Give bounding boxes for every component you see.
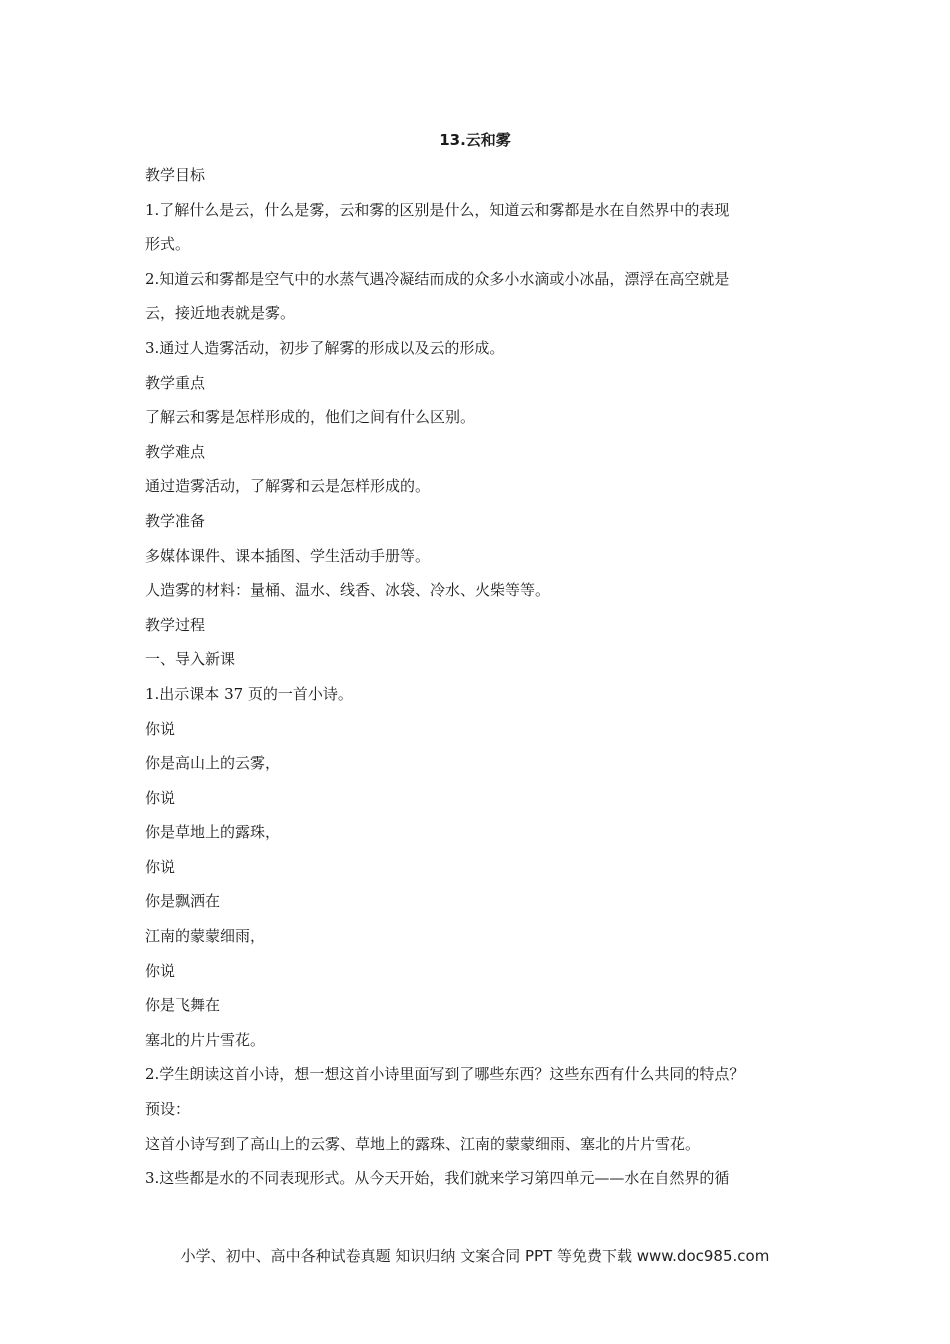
poem-line: 你说 bbox=[145, 719, 176, 738]
poem-line: 你是飞舞在 bbox=[145, 996, 221, 1015]
paragraph: 1.了解什么是云，什么是雾，云和雾的区别是什么，知道云和雾都是水在自然界中的表现 bbox=[145, 200, 730, 219]
document-body bbox=[145, 158, 810, 1196]
paragraph: 了解云和雾是怎样形成的，他们之间有什么区别。 bbox=[145, 408, 476, 427]
subsection-heading: 一、导入新课 bbox=[145, 650, 236, 669]
poem-line: 你是高山上的云雾， bbox=[145, 754, 281, 773]
poem-line: 你是飘洒在 bbox=[145, 892, 221, 911]
section-heading-process: 教学过程 bbox=[145, 615, 206, 634]
paragraph: 1.出示课本 37 页的一首小诗。 bbox=[145, 684, 353, 703]
section-heading-preparation: 教学准备 bbox=[145, 511, 206, 530]
poem-line: 塞北的片片雪花。 bbox=[145, 1030, 266, 1049]
section-heading-key-points: 教学重点 bbox=[145, 373, 206, 392]
page-footer: 小学、初中、高中各种试卷真题 知识归纳 文案合同 PPT 等免费下载 www.doc985.com bbox=[180, 1247, 770, 1265]
poem-line: 江南的蒙蒙细雨， bbox=[145, 927, 266, 946]
paragraph: 人造雾的材料：量桶、温水、线香、冰袋、冷水、火柴等等。 bbox=[145, 581, 551, 600]
poem-line: 你说 bbox=[145, 857, 176, 876]
paragraph: 这首小诗写到了高山上的云雾、草地上的露珠、江南的蒙蒙细雨、塞北的片片雪花。 bbox=[145, 1134, 701, 1153]
paragraph: 3.这些都是水的不同表现形式。从今天开始，我们就来学习第四单元——水在自然界的循 bbox=[145, 1169, 730, 1188]
poem-line: 你是草地上的露珠， bbox=[145, 823, 281, 842]
paragraph: 2.学生朗读这首小诗，想一想这首小诗里面写到了哪些东西？这些东西有什么共同的特点？ bbox=[145, 1065, 745, 1084]
paragraph: 3.通过人造雾活动，初步了解雾的形成以及云的形成。 bbox=[145, 338, 505, 357]
poem-line: 你说 bbox=[145, 788, 176, 807]
paragraph: 多媒体课件、课本插图、学生活动手册等。 bbox=[145, 546, 431, 565]
section-heading-objectives: 教学目标 bbox=[145, 166, 206, 184]
paragraph: 云，接近地表就是雾。 bbox=[145, 304, 296, 323]
paragraph: 2.知道云和雾都是空气中的水蒸气遇冷凝结而成的众多小水滴或小冰晶，漂浮在高空就是 bbox=[145, 269, 730, 288]
section-heading-difficulties: 教学难点 bbox=[145, 442, 206, 461]
document-title: 13.云和雾 bbox=[439, 131, 511, 149]
paragraph: 通过造雾活动，了解雾和云是怎样形成的。 bbox=[145, 477, 431, 496]
paragraph: 形式。 bbox=[145, 235, 191, 254]
poem-line: 你说 bbox=[145, 961, 176, 980]
paragraph: 预设： bbox=[145, 1100, 191, 1119]
poem-block bbox=[145, 712, 810, 1058]
